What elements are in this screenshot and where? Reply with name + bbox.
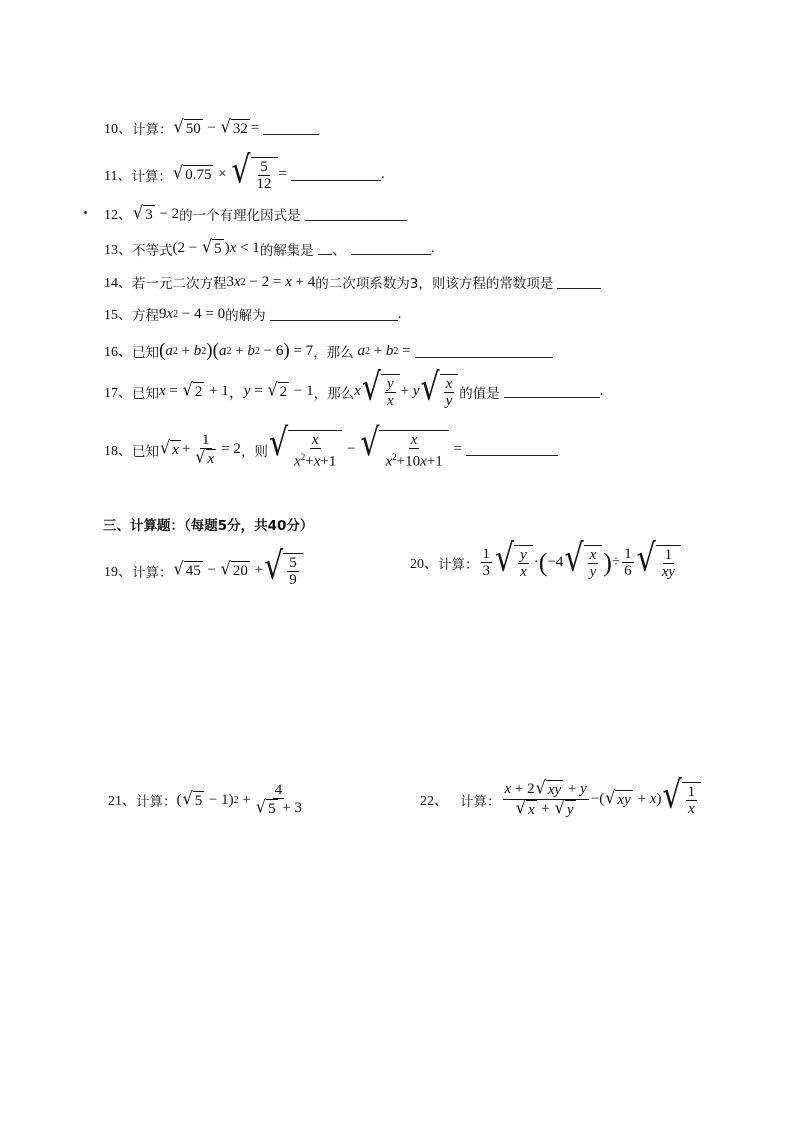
question-22: 22、 计算： x + 2 √ xy + y √ x + √ y −( √ xy + x ) √ $\frac{1}{x}$ <box>420 780 702 819</box>
question-number: 10、 <box>104 122 132 137</box>
answer-blank[interactable] <box>557 276 601 289</box>
answer-blank[interactable] <box>270 308 398 321</box>
question-number: 12、 <box>104 208 132 223</box>
question-15: 15、 方程 9 x 2 − 4 = 0 的解为 . <box>104 305 402 324</box>
question-16: 16、 已知 ( a 2 + b 2 )( a 2 + b 2 − 6 ) = 7 ，那么 a 2 + b 2 = <box>104 340 553 362</box>
question-number: 14、 <box>104 276 132 291</box>
answer-blank[interactable] <box>415 345 553 358</box>
question-number: 20、 <box>410 556 438 572</box>
question-number: 15、 <box>104 308 132 323</box>
question-label: 计算： <box>132 564 173 581</box>
answer-blank[interactable] <box>351 242 431 255</box>
question-17: 17、 已知 x = √ 2 + 1 ， y = √ 2 − 1 ，那么 x √ $\frac{y}{x}$ + y √ $\frac{x}{y}$ 的值是 . <box>104 365 604 410</box>
question-21: 21、 计算： ( √ 5 − 1) 2 + 4 √ 5 + 3 <box>108 782 303 817</box>
question-number: 19、 <box>104 564 132 580</box>
question-number: 21、 <box>108 794 136 809</box>
sqrt-0.75: √ 0.75 <box>172 161 212 183</box>
sqrt-5-over-12: √ $\frac{5}{12}$ <box>231 157 277 192</box>
question-label: 计算： <box>438 556 479 573</box>
sqrt-32: √ 32 <box>220 115 248 137</box>
question-label: 计算： <box>136 794 177 810</box>
answer-blank[interactable] <box>305 208 407 221</box>
question-label: 计算： <box>132 122 173 138</box>
question-13: 13、 不等式 (2 − √ 5 ) x < 1 的解集是 、 . <box>104 235 435 259</box>
scan-speck <box>84 211 87 214</box>
question-number: 18、 <box>104 443 132 459</box>
question-label: 计算： <box>131 168 172 185</box>
question-10: 10、 计算： √ 50 − √ 32 = <box>104 118 319 138</box>
question-12: 12、 √ 3 − 2 的一个有理化因式是 <box>104 204 407 224</box>
answer-blank[interactable] <box>263 122 319 135</box>
answer-blank[interactable] <box>466 443 558 456</box>
question-number: 11、 <box>104 168 132 184</box>
question-11: 11、 计算： √ 0.75 × √ $\frac{5}{12}$ = . <box>104 148 385 193</box>
question-number: 16、 <box>104 345 132 360</box>
section-title: 三、计算题：（每题5分，共40分） <box>103 518 314 534</box>
question-text: 的一个有理化因式是 <box>179 208 301 224</box>
question-number: 17、 <box>104 385 132 401</box>
question-18: 18、 已知 √ x + 1 √ x = 2 ，则 √ $\frac{x}{x^2+x+1}$ − √ $\frac{x}{x^2+10x+1}$ = <box>104 430 558 470</box>
question-19: 19、 计算： √ 45 − √ 20 + √ $\frac{5}{9}$ <box>104 553 304 588</box>
question-number: 13、 <box>104 242 132 258</box>
question-number: 22、 <box>420 793 448 809</box>
answer-blank[interactable] <box>504 385 600 398</box>
answer-blank[interactable] <box>291 168 381 181</box>
question-20: 20、 计算： $\frac{1}{3}$ √ $\frac{y}{x}$ · ( −4 √ $\frac{x}{y}$ ) ÷ $\frac{1}{6}$ √ $\frac{1}{xy}$ <box>410 545 682 580</box>
question-14: 14、 若一元二次方程 3 x 2 − 2 = x + 4 的二次项系数为3，则该方程的常数项是 <box>104 272 601 292</box>
question-label: 计算： <box>460 793 501 810</box>
sqrt-50: √ 50 <box>173 115 201 137</box>
